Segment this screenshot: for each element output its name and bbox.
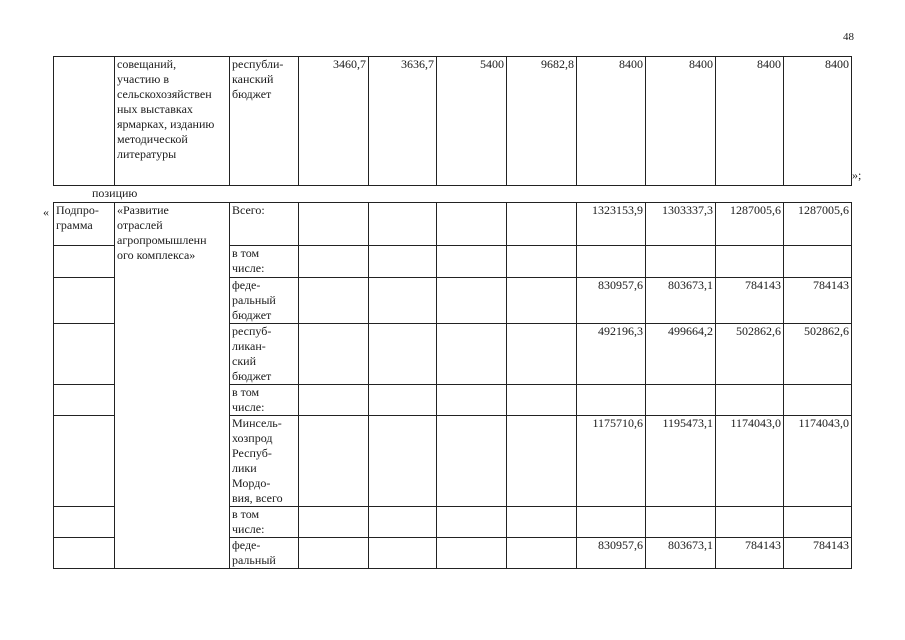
value-cell: 803673,1 <box>646 278 716 324</box>
top-value-cell: 5400 <box>437 57 507 186</box>
value-cell: 830957,6 <box>577 538 646 569</box>
value-cell <box>437 416 507 507</box>
value-cell <box>507 507 577 538</box>
value-cell <box>437 385 507 416</box>
value-cell <box>507 324 577 385</box>
top-value-cell: 8400 <box>716 57 784 186</box>
value-cell: 1323153,9 <box>577 203 646 246</box>
value-cell <box>369 203 437 246</box>
top-value-cell: 9682,8 <box>507 57 577 186</box>
table-row <box>54 203 852 246</box>
value-cell: 492196,3 <box>577 324 646 385</box>
empty-cell <box>54 507 115 538</box>
value-cell: 1175710,6 <box>577 416 646 507</box>
top-value-cell: 8400 <box>577 57 646 186</box>
row-label: Всего: <box>230 203 299 246</box>
value-cell <box>299 278 369 324</box>
value-cell <box>369 324 437 385</box>
row-label: в том числе: <box>230 246 299 278</box>
subprogram-label: Подпро- грамма <box>54 203 115 246</box>
value-cell: 1174043,0 <box>716 416 784 507</box>
value-cell <box>507 203 577 246</box>
top-value-cell: 3460,7 <box>299 57 369 186</box>
top-table <box>53 56 852 186</box>
row-label: в том числе: <box>230 507 299 538</box>
value-cell: 502862,6 <box>716 324 784 385</box>
value-cell <box>369 385 437 416</box>
position-label: позицию <box>92 186 138 200</box>
empty-cell <box>54 385 115 416</box>
value-cell: 803673,1 <box>646 538 716 569</box>
value-cell: 1287005,6 <box>784 203 852 246</box>
value-cell: 499664,2 <box>646 324 716 385</box>
value-cell: 784143 <box>716 278 784 324</box>
value-cell <box>716 385 784 416</box>
value-cell: 830957,6 <box>577 278 646 324</box>
value-cell <box>437 246 507 278</box>
subprogram-title: «Развитие отраслей агропромышленн ого комплекса» <box>115 203 230 569</box>
value-cell <box>369 246 437 278</box>
empty-cell <box>54 538 115 569</box>
value-cell <box>646 246 716 278</box>
value-cell <box>369 538 437 569</box>
value-cell <box>577 385 646 416</box>
value-cell <box>784 246 852 278</box>
top-source-cell: республи- канский бюджет <box>230 57 299 186</box>
top-empty-cell <box>54 57 115 186</box>
row-label: в том числе: <box>230 385 299 416</box>
value-cell <box>507 416 577 507</box>
top-value-cell: 8400 <box>784 57 852 186</box>
value-cell <box>299 324 369 385</box>
bottom-table <box>53 202 852 569</box>
value-cell <box>716 246 784 278</box>
value-cell <box>437 507 507 538</box>
value-cell <box>299 246 369 278</box>
value-cell <box>784 385 852 416</box>
value-cell <box>507 246 577 278</box>
top-value-cell: 8400 <box>646 57 716 186</box>
value-cell <box>369 416 437 507</box>
top-table-row <box>54 57 852 186</box>
empty-cell <box>54 246 115 278</box>
value-cell <box>369 507 437 538</box>
value-cell <box>437 203 507 246</box>
value-cell <box>507 278 577 324</box>
value-cell <box>507 538 577 569</box>
value-cell <box>507 385 577 416</box>
value-cell: 784143 <box>716 538 784 569</box>
value-cell <box>577 507 646 538</box>
top-name-cell: совещаний, участию в сельскохозяйствен ных выставках ярмарках, изданию методической литературы <box>115 57 230 186</box>
row-label: Минсель- хозпрод Респуб- лики Мордо- вия, всего <box>230 416 299 507</box>
value-cell <box>784 507 852 538</box>
value-cell <box>299 507 369 538</box>
value-cell: 1303337,3 <box>646 203 716 246</box>
closing-mark: »; <box>852 168 862 182</box>
value-cell <box>716 507 784 538</box>
value-cell <box>577 246 646 278</box>
row-label: респуб- ликан- ский бюджет <box>230 324 299 385</box>
value-cell <box>646 385 716 416</box>
value-cell <box>369 278 437 324</box>
value-cell: 784143 <box>784 278 852 324</box>
value-cell <box>299 385 369 416</box>
value-cell <box>299 416 369 507</box>
value-cell <box>437 538 507 569</box>
empty-cell <box>54 324 115 385</box>
row-label: феде- ральный бюджет <box>230 278 299 324</box>
page-number: 48 <box>843 31 854 43</box>
value-cell <box>437 278 507 324</box>
row-label: феде- ральный <box>230 538 299 569</box>
value-cell: 784143 <box>784 538 852 569</box>
value-cell <box>299 203 369 246</box>
value-cell: 1174043,0 <box>784 416 852 507</box>
empty-cell <box>54 278 115 324</box>
empty-cell <box>54 416 115 507</box>
opening-quote: « <box>43 205 49 219</box>
value-cell <box>437 324 507 385</box>
value-cell <box>299 538 369 569</box>
value-cell: 1195473,1 <box>646 416 716 507</box>
value-cell: 1287005,6 <box>716 203 784 246</box>
top-value-cell: 3636,7 <box>369 57 437 186</box>
value-cell: 502862,6 <box>784 324 852 385</box>
value-cell <box>646 507 716 538</box>
